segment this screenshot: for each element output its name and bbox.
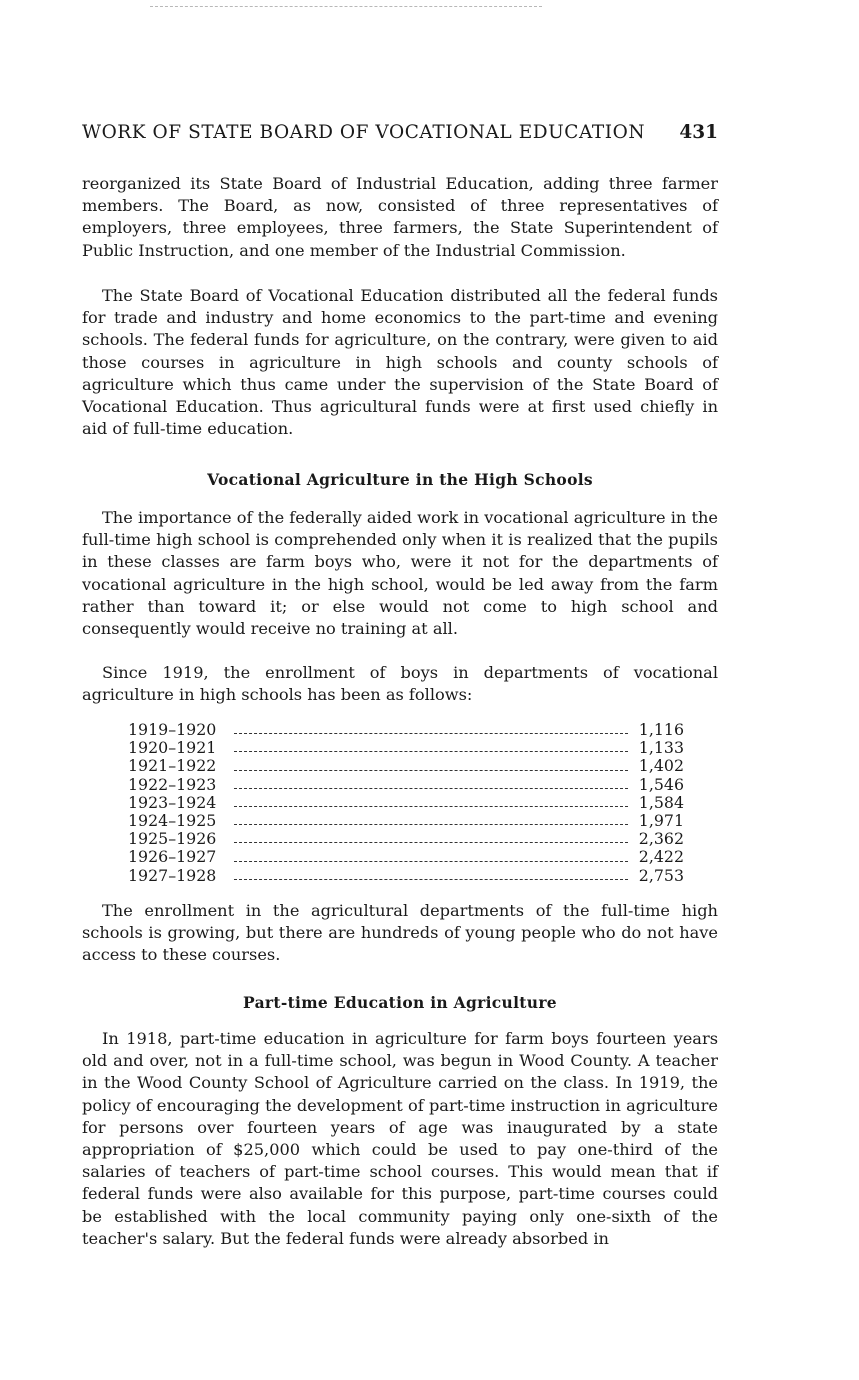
paragraph-part-time-history: In 1918, part-time education in agriculture for farm boys fourteen years old and over, not in a full-time school, was begun in Wood County. A teacher in the Wood County School of Agriculture carried on the class. In 1919, the policy of encouraging the development of part-time instruction in agriculture for persons over fourteen years of age was inaugurated by a state appropriation of $25,000 which could be used to pay one-third of the salaries of teachers of part-time school courses. This would mean that if federal funds were also available for this purpose, part-time courses could be established with the local community paying only one-sixth of the teacher's salary. But the federal funds were already absorbed in	[82, 1029, 718, 1248]
enrollment-year: 1924–1925	[128, 810, 217, 830]
enrollment-year: 1921–1922	[128, 756, 217, 776]
enrollment-year: 1927–1928	[128, 865, 217, 885]
enrollment-count: 1,133	[638, 738, 684, 758]
dotted-leader	[234, 879, 628, 880]
dotted-leader	[234, 770, 628, 771]
enrollment-year: 1922–1923	[128, 774, 217, 794]
enrollment-count: 2,753	[638, 865, 684, 885]
enrollment-year: 1923–1924	[128, 792, 217, 812]
table-row	[128, 793, 684, 811]
paragraph-importance: The importance of the federally aided work in vocational agriculture in the full-time high school is comprehended only when it is realized that the pupils in these classes are farm boys who, were it not for the departments of vocational agriculture in the high school, would be led away from the farm rather than toward it; or else would not come to high school and consequently would receive no training at all.	[82, 508, 718, 639]
enrollment-count: 1,402	[638, 756, 684, 776]
running-head-title: WORK OF STATE BOARD OF VOCATIONAL EDUCATION	[82, 122, 646, 143]
paragraph-federal-funds: The State Board of Vocational Education distributed all the federal funds for trade and industry and home economics to the part-time and evening schools. The federal funds for agriculture, on the contrary, were given to aid those courses in agriculture in high schools and county schools of agriculture which thus came under the supervision of the State Board of Vocational Education. Thus agricultural funds were at first used chiefly in aid of full-time education.	[82, 286, 718, 439]
dotted-leader	[234, 842, 628, 843]
page-number: 431	[679, 122, 718, 143]
dotted-leader	[234, 861, 628, 862]
top-edge-artifact	[150, 6, 542, 7]
section-heading-vocational-agriculture: Vocational Agriculture in the High Schools	[207, 470, 593, 489]
enrollment-count: 1,546	[638, 774, 684, 794]
table-row	[128, 829, 684, 847]
dotted-leader	[234, 806, 628, 807]
enrollment-count: 1,116	[638, 720, 684, 739]
paragraph-enrollment-intro: Since 1919, the enrollment of boys in departments of vocational agriculture in high schools has been as follows:	[82, 663, 718, 705]
dotted-leader	[234, 733, 628, 734]
dotted-leader	[234, 824, 628, 825]
enrollment-year: 1920–1921	[128, 738, 217, 758]
table-row	[128, 811, 684, 829]
section-heading-part-time-education: Part-time Education in Agriculture	[243, 993, 557, 1012]
table-row	[128, 847, 684, 865]
dotted-leader	[234, 751, 628, 752]
table-row	[128, 738, 684, 756]
enrollment-table	[128, 720, 684, 884]
table-row	[128, 756, 684, 774]
enrollment-count: 1,971	[638, 810, 684, 830]
table-row	[128, 866, 684, 884]
enrollment-count: 2,422	[638, 847, 684, 867]
enrollment-count: 2,362	[638, 829, 684, 849]
enrollment-year: 1919–1920	[128, 720, 217, 739]
paragraph-board-reorganization: reorganized its State Board of Industrial Education, adding three farmer members. The Board, as now, consisted of three representatives of employers, three employees, three farmers, the State Superintendent of Public Instruction, and one member of the Industrial Commission.	[82, 174, 718, 260]
table-row	[128, 775, 684, 793]
running-head	[82, 122, 718, 150]
enrollment-count: 1,584	[638, 792, 684, 812]
dotted-leader	[234, 788, 628, 789]
enrollment-year: 1926–1927	[128, 847, 217, 867]
table-row	[128, 720, 684, 738]
enrollment-year: 1925–1926	[128, 829, 217, 849]
paragraph-enrollment-growing: The enrollment in the agricultural departments of the full-time high schools is growing, but there are hundreds of young people who do not have access to these courses.	[82, 901, 718, 965]
